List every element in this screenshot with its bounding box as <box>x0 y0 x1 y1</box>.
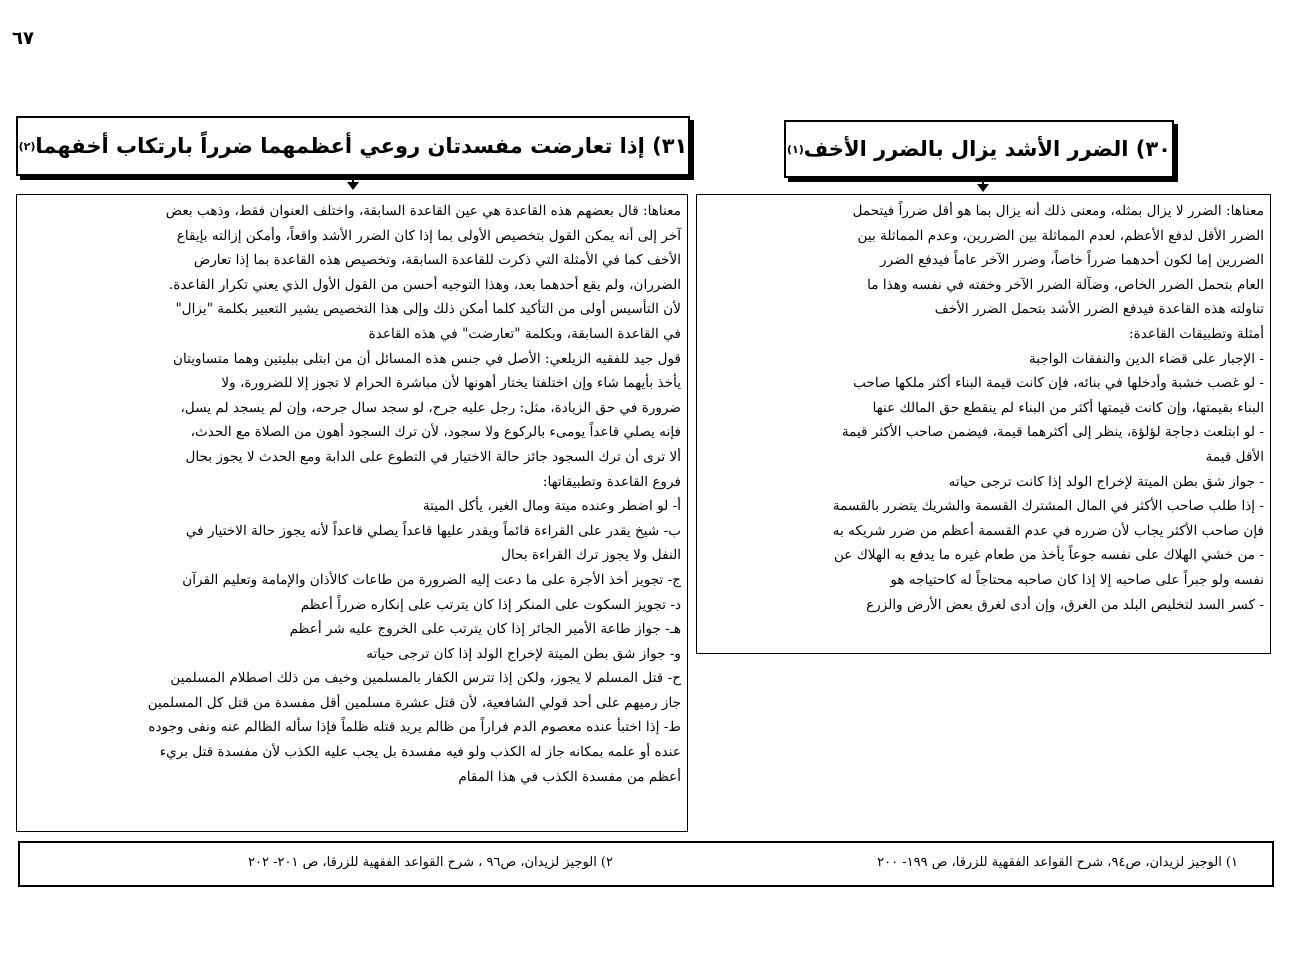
rule-31-line: هـ- جواز طاعة الأمير الجائر إذا كان يترتب على الخروج عليه شر أعظم <box>289 621 681 638</box>
rule-31-line: ح- قتل المسلم لا يجوز، ولكن إذا تترس الكفار بالمسلمين وخيف من ذلك اصطلام المسلمين <box>170 670 681 687</box>
rule-31-line: ألا ترى أن ترك السجود جائز حالة الاختيار في التطوع على الدابة ومع الحدث لا يجوز بحال <box>185 448 681 465</box>
rule-30-line: معناها: الضرر لا يزال بمثله، ومعنى ذلك أنه يزال بما هو أقل ضرراً فيتحمل <box>852 203 1264 219</box>
rule-30-body <box>696 194 1271 654</box>
rule-30-line: - لو غصب خشبة وأدخلها في بنائه، فإن كانت قيمة البناء أكثر ملكها صاحب <box>853 375 1264 392</box>
rule-31-body <box>16 194 688 832</box>
rule-30-line: - لو ابتلعت دجاجة لؤلؤة، ينظر إلى أكثرهما قيمة، فيضمن صاحب الأكثر قيمة <box>841 424 1264 441</box>
rule-30-line: أمثلة وتطبيقات القاعدة: <box>1129 325 1264 342</box>
rule-30-line: البناء بقيمتها، وإن كانت قيمتها أكثر من البناء لم ينقطع حق المالك عنها <box>872 399 1264 416</box>
rule-31-line: ط- إذا اختبأ عنده معصوم الدم فراراً من ظالم يريد قتله ظلماً فإذا سأله الظالم عنه ونفى وجوده <box>148 719 681 736</box>
rule-31-line: يأخذ بأيهما شاء وإن اختلفتا يختار أهونها لأن مباشرة الحرام لا تجوز إلا للضرورة، ولا <box>221 375 681 392</box>
rule-31-line: في القاعدة السابقة، وبكلمة "تعارضت" في هذه القاعدة <box>368 325 681 342</box>
rule-30-line: فإن صاحب الأكثر يجاب لأن ضرره في عدم القسمة أعظم من ضرر شريكه به <box>832 522 1264 539</box>
rule-31-line: د- تجويز السكوت على المنكر إذا كان يترتب على إنكاره ضرراً أعظم <box>300 596 681 613</box>
rule-31-line: آخر إلى أنه يمكن القول بتخصيص الأولى بما إذا كان الضرر الأشد واقعاً، وأمكن إزالته بإيقاع <box>176 227 681 244</box>
rule-31-note-ref: (٢) <box>18 139 36 153</box>
rule-31-line: عنده أو علمه بمكانه جاز له الكذب ولو فيه مفسدة بل يجب عليه الكذب لأن مفسدة قتل بريء <box>159 744 681 761</box>
rule-31-line: أ- لو اضطر وعنده ميتة ومال الغير، يأكل الميتة <box>422 498 681 515</box>
rule-31-line: ضرورة في حق الزيادة، مثل: رجل عليه جرح، لو سجد سال جرحه، وإن لم يسجد لم يسل، <box>180 399 681 416</box>
rule-31-line: قول جيد للفقيه الزيلعي: الأصل في جنس هذه المسائل أن من ابتلى ببليتين وهما متساويتان <box>173 350 681 367</box>
rule-31-title-box <box>16 116 690 176</box>
footnotes <box>18 841 1274 887</box>
rule-31-line: معناها: قال بعضهم هذه القاعدة هي عين القاعدة السابقة، واختلف العنوان فقط، وذهب بعض <box>165 203 681 219</box>
rule-31-line: جاز رميهم على أحد قولي الشافعية، لأن قتل عشرة مسلمين أقل مفسدة من قتل كل المسلمين <box>147 694 681 711</box>
rule-30-line: - جواز شق بطن الميتة لإخراج الولد إذا كانت ترجى حياته <box>948 473 1264 490</box>
rule-31-title: ٣١) إذا تعارضت مفسدتان روعي أعظمهما ضرراً بارتكاب أخفهما <box>35 134 688 158</box>
rule-31-line: فإنه يصلي قاعداً يومىء بالركوع ولا سجود، لأن ترك السجود أهون من الصلاة مع الحدث، <box>190 424 681 441</box>
rule-30-line: - إذا طلب صاحب الأكثر في المال المشترك القسمة والشريك يتضرر بالقسمة <box>832 498 1264 515</box>
rule-31-line: لأن التأسيس أولى من التأكيد كلما أمكن ذلك وإلى هذا التخصيص يشير التعبير بكلمة "يزال" <box>175 301 681 318</box>
rule-30-line: - الإجبار على قضاء الدين والنفقات الواجبة <box>1029 350 1264 367</box>
rule-31-line: أعظم من مفسدة الكذب في هذا المقام <box>458 768 681 785</box>
rule-30-line: نفسه ولو جبراً على صاحبه إلا إذا كان صاحبه محتاجاً له كاحتياجه هو <box>890 571 1264 588</box>
rule-30-title-box <box>784 120 1174 178</box>
rule-31-line: الضرران، ولم يقع أحدهما بعد، وهذا التوجيه أحسن من القول الأول الذي يعني تكرار القاعدة. <box>168 276 681 293</box>
rule-30-title: ٣٠) الضرر الأشد يزال بالضرر الأخف <box>803 137 1171 161</box>
down-arrow-icon <box>352 176 354 184</box>
rule-30-note-ref: (١) <box>787 142 804 156</box>
page-number: ٦٧ <box>12 28 34 49</box>
down-arrow-icon <box>982 178 984 186</box>
rule-30-line: - من خشي الهلاك على نفسه جوعاً يأخذ من طعام غيره ما يدفع به الهلاك عن <box>833 547 1264 564</box>
rule-31-line: ب- شيخ يقدر على القراءة قائماً ويقدر عليها قاعداً يصلي قاعداً لأنه يجوز حالة الاختيار في <box>185 522 681 539</box>
rule-31-line: النفل ولا يجوز ترك القراءة بحال <box>501 547 681 564</box>
rule-30-line: تناولته هذه القاعدة فيدفع الضرر الأشد بتحمل الضرر الأخف <box>934 301 1264 318</box>
rule-30-line: الضرر الأقل لدفع الأعظم، لعدم المماثلة بين الضررين، وعدم المماثلة بين <box>857 227 1264 244</box>
rule-31-line: فروع القاعدة وتطبيقاتها: <box>542 473 681 490</box>
rule-31-line: الأخف كما في الأمثلة التي ذكرت للقاعدة السابقة، وتخصيص هذه القاعدة بما إذا تعارض <box>193 252 681 269</box>
rule-31-line: ج- تجويز أخذ الأجرة على ما دعت إليه الضرورة من طاعات كالأذان والإمامة وتعليم القرآن <box>182 571 681 588</box>
rule-31-line: و- جواز شق بطن الميتة لإخراج الولد إذا كان ترجى حياته <box>366 645 681 662</box>
rule-30-line: - كسر السد لتخليص البلد من الغرق، وإن أدى لغرق بعض الأرض والزرع <box>866 596 1264 613</box>
rule-30-line: الضررين إما لكون أحدهما ضرراً خاصاً، وضرر الآخر عاماً فيدفع الضرر <box>880 252 1264 269</box>
footnote-2: ٢) الوجيز لزيدان، ص٩٦ ، شرح القواعد الفقهية للزرقا، ص ٢٠١- ٢٠٢ <box>248 855 613 870</box>
footnote-1: ١) الوجيز لزيدان، ص٩٤، شرح القواعد الفقهية للزرقا، ص ١٩٩- ٢٠٠ <box>877 855 1238 870</box>
rule-30-line: العام بتحمل الضرر الخاص، وضآلة الضرر الآخر وخفته في نفسه وهذا ما <box>867 276 1264 293</box>
rule-30-line: الأقل قيمة <box>1205 448 1264 465</box>
